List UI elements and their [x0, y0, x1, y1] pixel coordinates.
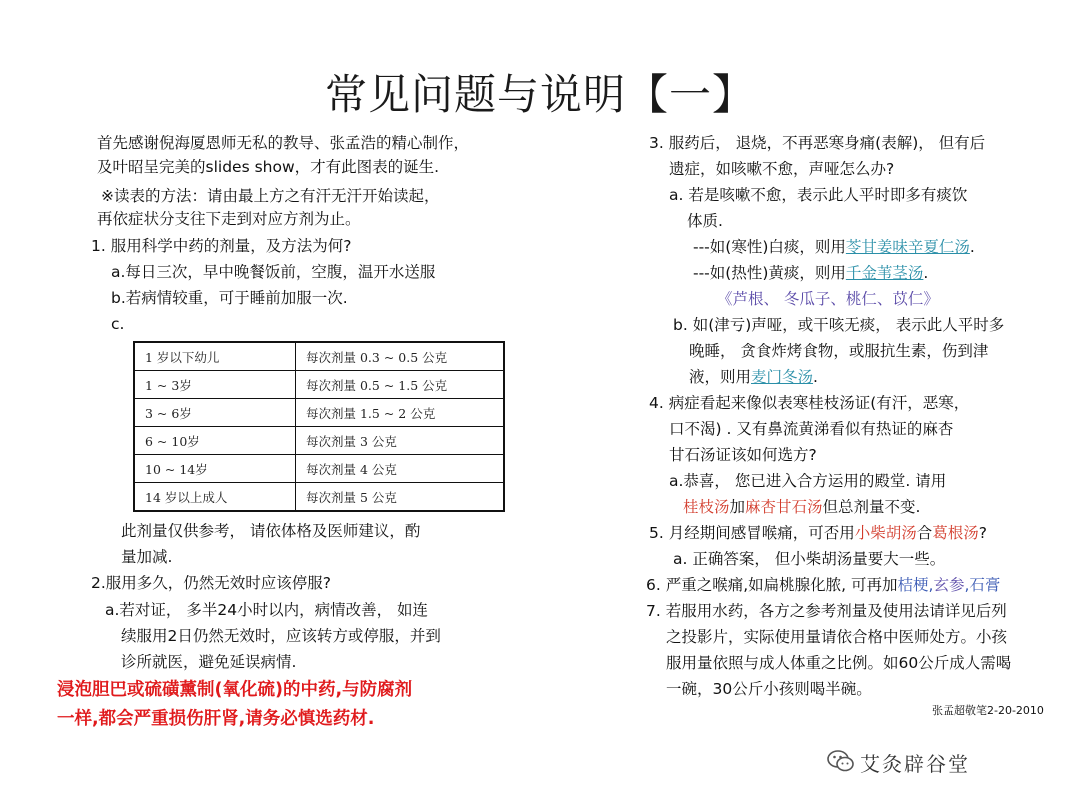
formula-link-maimendong[interactable]: 麦门冬汤: [751, 368, 814, 386]
answer-5a: a. 正确答案， 但小柴胡汤量要大一些。: [673, 550, 946, 568]
method-line-1: ※读表的方法：请由最上方之有汗无汗开始读起，: [101, 187, 440, 205]
white-phlegm-text: ---如(寒性)白痰，则用: [693, 238, 846, 256]
intro-line-1: 首先感谢倪海厦恩师无私的教导、张孟浩的精心制作，: [97, 134, 470, 152]
answer-3b-line-3: [689, 364, 818, 390]
page-title: 常见问题与说明【一】: [324, 70, 755, 119]
dose-cell: 每次剂量 5 公克: [296, 483, 505, 512]
answer-3b-text: 液，则用: [689, 368, 752, 386]
answer-1a: a.每日三次，早中晚餐饭前，空腹，温开水送服: [111, 263, 436, 281]
formula-gegen: 葛根汤: [932, 524, 979, 542]
question-1: 1. 服用科学中药的剂量，及方法为何?: [91, 237, 352, 255]
dose-cell: 每次剂量 3 公克: [296, 427, 505, 455]
table-row: [134, 399, 504, 427]
period: .: [969, 238, 975, 256]
author-signature: 张孟超敬笔2-20-2010: [932, 704, 1044, 717]
plus-text: 加: [729, 498, 746, 516]
answer-1c: c.: [111, 315, 125, 333]
question-7-line-4: 一碗，30公斤小孩则喝半碗。: [666, 680, 872, 698]
formula-link-linggan[interactable]: 苓甘姜味辛夏仁汤: [845, 238, 970, 256]
answer-3a-line-2: 体质.: [687, 212, 723, 230]
herb-xuanshen: 玄参: [933, 576, 965, 594]
yellow-phlegm-line: [693, 260, 928, 286]
age-cell: 1 ~ 3岁: [134, 371, 296, 399]
answer-2a-line-1: a.若对证， 多半24小时以内，病情改善， 如连: [105, 601, 429, 619]
formula-guizhi: 桂枝汤: [683, 498, 730, 516]
question-2: 2.服用多久，仍然无效时应该停服?: [91, 574, 332, 592]
answer-1b: b.若病情较重，可于睡前加服一次.: [111, 289, 348, 307]
formula-link-qianjin[interactable]: 千金苇茎汤: [845, 264, 924, 282]
answer-3a-line-1: a. 若是咳嗽不愈，表示此人平时即多有痰饮: [669, 186, 968, 204]
white-phlegm-line: [693, 234, 975, 260]
herb-list: 《芦根、 冬瓜子、桃仁、苡仁》: [717, 290, 939, 308]
question-4-line-3: 甘石汤证该如何选方?: [669, 446, 817, 464]
age-cell: 3 ~ 6岁: [134, 399, 296, 427]
age-cell: 1 岁以下幼儿: [134, 342, 296, 371]
yellow-phlegm-text: ---如(热性)黄痰，则用: [693, 264, 846, 282]
dosage-note-1: 此剂量仅供参考， 请依体格及医师建议，酌: [121, 522, 421, 540]
table-row: [134, 427, 504, 455]
warning-line-2: 一样,都会严重损伤肝肾,请务必慎选药材.: [57, 709, 375, 729]
warning-line-1: 浸泡胆巴或硫磺薰制(氧化硫)的中药,与防腐剂: [57, 680, 413, 700]
dose-cell: 每次剂量 0.5 ~ 1.5 公克: [296, 371, 505, 399]
comma: ,: [964, 576, 970, 594]
answer-4a-line-1: a.恭喜， 您已进入合方运用的殿堂. 请用: [669, 472, 947, 490]
age-cell: 14 岁以上成人: [134, 483, 296, 512]
answer-4a-line-2: [683, 494, 920, 520]
age-cell: 6 ~ 10岁: [134, 427, 296, 455]
question-7-line-1: 7. 若服用水药，各方之参考剂量及使用法请详见后列: [646, 602, 1007, 620]
question-mark: ?: [978, 524, 987, 542]
answer-2a-line-3: 诊所就医，避免延误病情.: [121, 653, 297, 671]
question-4-line-2: 口不渴) . 又有鼻流黄涕看似有热证的麻杏: [669, 420, 954, 438]
herb-shigao: 石膏: [969, 576, 1001, 594]
formula-maxing: 麻杏甘石汤: [745, 498, 823, 516]
table-row: [134, 371, 504, 399]
question-5-text: 5. 月经期间感冒喉痛，可否用: [649, 524, 855, 542]
question-3-line-1: 3. 服药后， 退烧，不再恶寒身痛(表解)， 但有后: [649, 134, 986, 152]
question-7-line-2: 之投影片，实际使用量请依合格中医师处方。小孩: [666, 628, 1008, 646]
formula-xiaochaihu: 小柴胡汤: [854, 524, 917, 542]
answer-4a-tail: 但总剂量不变.: [822, 498, 921, 516]
wechat-icon: [826, 746, 856, 776]
question-4-line-1: 4. 病症看起来像似表寒桂枝汤证(有汗，恶寒，: [649, 394, 970, 412]
watermark-text: 艾灸辟谷堂: [860, 752, 970, 776]
intro-line-2: 及叶昭呈完美的slides show，才有此图表的诞生.: [97, 158, 440, 176]
dose-cell: 每次剂量 0.3 ~ 0.5 公克: [296, 342, 505, 371]
answer-3b-line-2: 晚睡， 贪食炸烤食物，或服抗生素，伤到津: [689, 342, 989, 360]
comma: ,: [928, 576, 934, 594]
question-3-line-2: 遗症，如咳嗽不愈，声哑怎么办?: [669, 160, 895, 178]
method-line-2: 再依症状分支往下走到对应方剂为止。: [97, 210, 361, 228]
answer-3b-line-1: b. 如(津亏)声哑，或干咳无痰， 表示此人平时多: [673, 316, 1005, 334]
dosage-note-2: 量加减.: [121, 548, 173, 566]
question-7-line-3: 服用量依照与成人体重之比例。如60公斤成人需喝: [666, 654, 1012, 672]
dose-cell: 每次剂量 4 公克: [296, 455, 505, 483]
answer-2a-line-2: 续服用2日仍然无效时，应该转方或停服，并到: [121, 627, 441, 645]
period: .: [813, 368, 818, 386]
herb-jiegeng: 桔梗: [897, 576, 929, 594]
dose-cell: 每次剂量 1.5 ~ 2 公克: [296, 399, 505, 427]
question-6-text: 6. 严重之喉痛,如扁桃腺化脓, 可再加: [646, 576, 898, 594]
table-row: [134, 455, 504, 483]
period: .: [923, 264, 929, 282]
age-cell: 10 ~ 14岁: [134, 455, 296, 483]
dosage-table: [133, 341, 505, 512]
table-row: [134, 483, 504, 512]
question-6: [646, 572, 1000, 598]
question-5: [649, 520, 987, 546]
table-row: [134, 342, 504, 371]
combine-text: 合: [916, 524, 933, 542]
